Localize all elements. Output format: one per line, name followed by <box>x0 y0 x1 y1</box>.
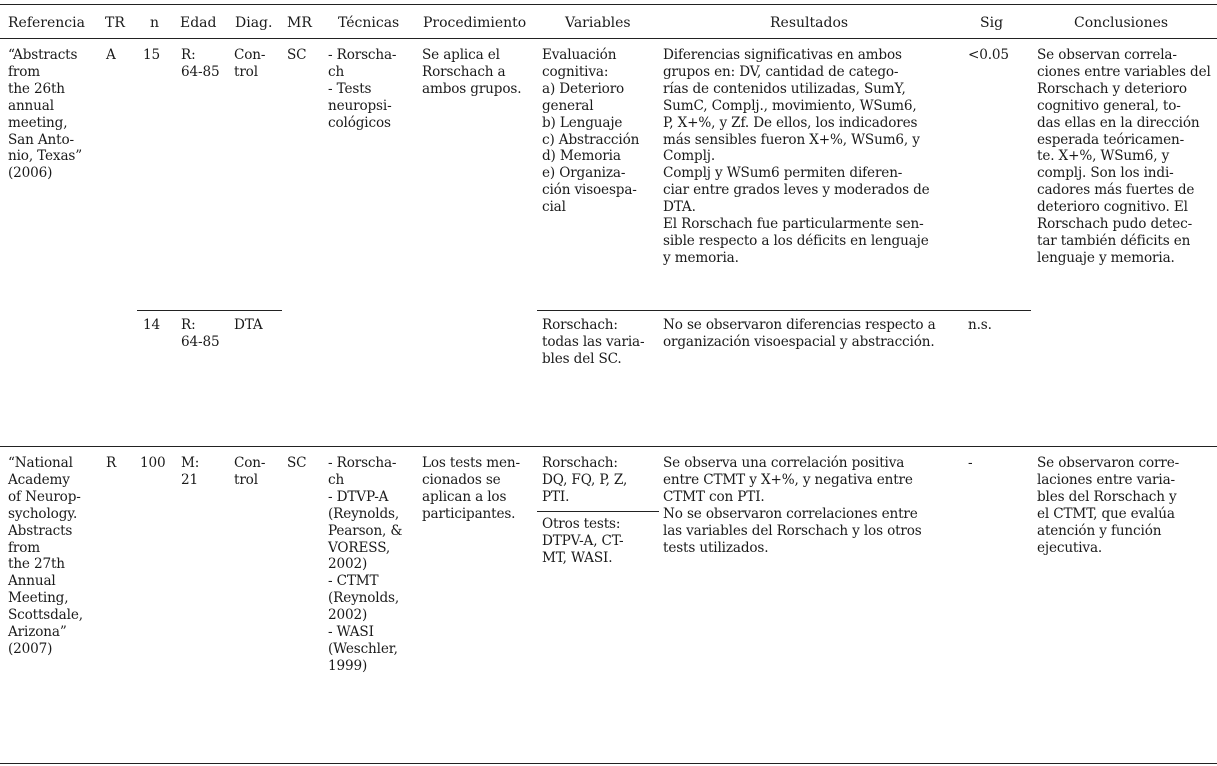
study2-diag: Con- trol <box>234 455 266 488</box>
study-separator-rule <box>0 446 1217 447</box>
study1-resultados-ns: No se observaron diferencias respecto a organización visoespacial y abstracción. <box>663 317 936 350</box>
study1-resultados: Diferencias significativas en ambos grupos en: DV, cantidad de catego- rías de contenidos utilizadas, SumY, SumC, Complj., movimiento, WSum6, P, X+%, y Zf. De ellos, los indicadores más sensibles fueron X+%, WSum6, y Complj. Complj y WSum6 permiten diferen- ciar entre grados leves y moderados de DTA. El Rorschach fue particularmente sen- sible respecto a los déficits en lenguaje y memoria. <box>663 47 930 266</box>
study1-tr: A <box>106 47 116 63</box>
header-conclusiones: Conclusiones <box>1074 15 1169 31</box>
header-variables: Variables <box>565 15 631 31</box>
subgroup-rule-right <box>537 310 1031 311</box>
study1-tecnicas: - Rorscha- ch - Tests neuropsi- cológicos <box>328 47 397 131</box>
study1-n: 15 <box>143 47 160 63</box>
study1-variables: Evaluación cognitiva: a) Deterioro general b) Lenguaje c) Abstracción d) Memoria e) Organiza- ción visoespa- cial <box>542 47 640 216</box>
study2-n: 100 <box>140 455 166 471</box>
study2-referencia: “National Academy of Neurop- sychology. Abstracts from the 27th Annual Meeting, Scottsdale, Arizona” (2007) <box>8 455 83 657</box>
study2-procedimiento: Los tests men- cionados se aplican a los participantes. <box>422 455 520 522</box>
header-sig: Sig <box>980 15 1004 31</box>
study2-sig: - <box>968 455 973 471</box>
study1-sig-ns: n.s. <box>968 317 992 333</box>
header-tr: TR <box>105 15 125 31</box>
variables-split-rule <box>537 511 659 512</box>
study2-tecnicas: - Rorscha- ch - DTVP-A (Reynolds, Pearson, & VORESS, 2002) - CTMT (Reynolds, 2002) - WASI (Weschler, 1999) <box>328 455 403 674</box>
subgroup-rule-left <box>137 310 282 311</box>
study2-edad: M: 21 <box>181 455 200 488</box>
header-procedimiento: Procedimiento <box>423 15 527 31</box>
header-n: n <box>150 15 160 31</box>
study2-variables-rorschach: Rorschach: DQ, FQ, P, Z, PTI. <box>542 455 628 505</box>
table-top-rule <box>0 4 1217 5</box>
header-resultados: Resultados <box>770 15 849 31</box>
study1-diag-dta: DTA <box>234 317 263 333</box>
study1-mr: SC <box>287 47 307 63</box>
study1-diag: Con- trol <box>234 47 266 80</box>
study1-conclusiones: Se observan correla- ciones entre variables del Rorschach y deterioro cognitivo general, to- das ellas en la dirección esperada teóricamen- te. X+%, WSum6, y complj. Son los indi- cadores más fuertes de deterioro cognitivo. El Rorschach pudo detec- tar también déficits en lenguaje y memoria. <box>1037 47 1211 266</box>
header-tecnicas: Técnicas <box>338 15 400 31</box>
study2-tr: R <box>106 455 117 471</box>
study1-edad: R: 64-85 <box>181 47 220 80</box>
study1-variables-rorschach: Rorschach: todas las varia- bles del SC. <box>542 317 645 367</box>
header-mr: MR <box>287 15 312 31</box>
study1-edad-dta: R: 64-85 <box>181 317 220 350</box>
header-edad: Edad <box>180 15 217 31</box>
study1-n-dta: 14 <box>143 317 160 333</box>
study2-variables-otros: Otros tests: DTPV-A, CT- MT, WASI. <box>542 516 624 566</box>
study1-referencia: “Abstracts from the 26th annual meeting, San Anto- nio, Texas” (2006) <box>8 47 83 182</box>
study2-resultados: Se observa una correlación positiva entre CTMT y X+%, y negativa entre CTMT con PTI. No se observaron correlaciones entre las variables del Rorschach y los otros tests utilizados. <box>663 455 922 556</box>
study1-procedimiento: Se aplica el Rorschach a ambos grupos. <box>422 47 522 97</box>
header-diag: Diag. <box>235 15 273 31</box>
study2-conclusiones: Se observaron corre- laciones entre varia- bles del Rorschach y el CTMT, que evalúa atención y función ejecutiva. <box>1037 455 1180 556</box>
study2-mr: SC <box>287 455 307 471</box>
table-bottom-rule <box>0 763 1217 764</box>
header-bottom-rule <box>0 38 1217 39</box>
study1-sig: <0.05 <box>968 47 1009 63</box>
header-referencia: Referencia <box>8 15 85 31</box>
